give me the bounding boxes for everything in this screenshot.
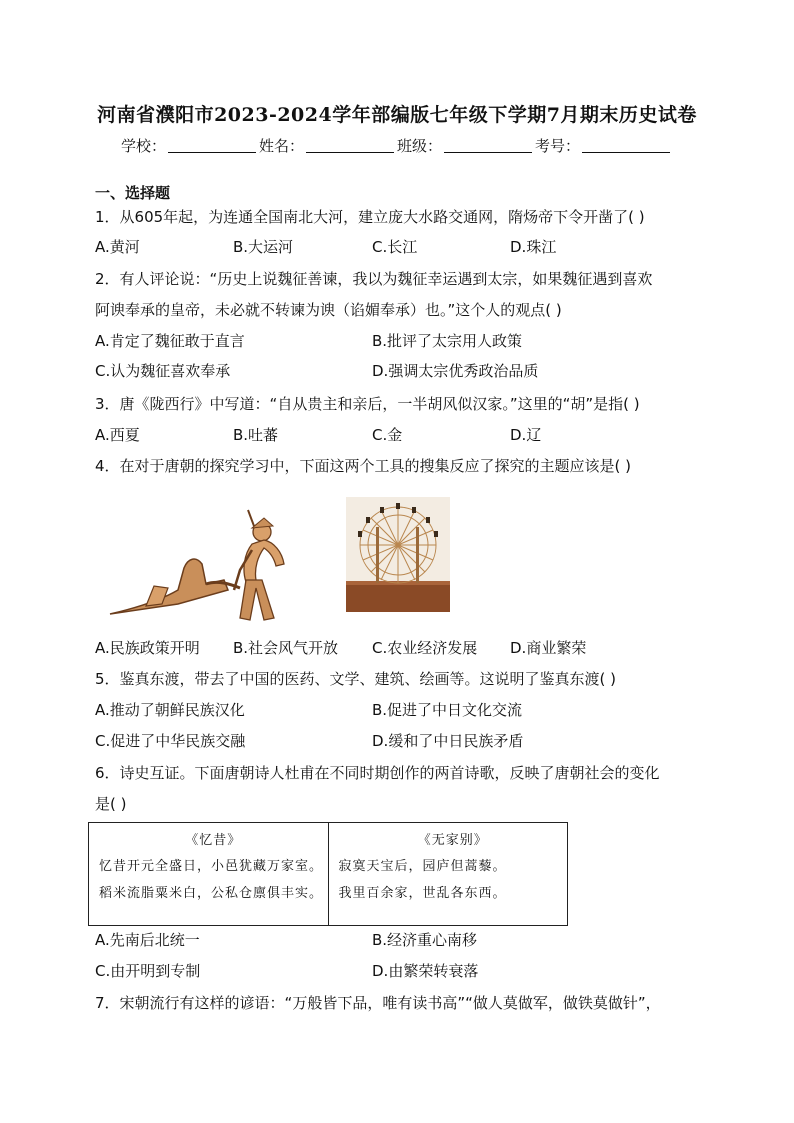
q4-option-a[interactable]: A.民族政策开明 bbox=[95, 639, 200, 657]
q3-option-c[interactable]: C.金 bbox=[372, 426, 403, 444]
poem-line: 稻米流脂粟米白，公私仓廪俱丰实。 bbox=[99, 886, 324, 901]
poem-line: 寂寞天宝后，园庐但蒿藜。 bbox=[338, 859, 507, 874]
q5-option-b[interactable]: B.促进了中日文化交流 bbox=[372, 701, 523, 719]
poem-line: 我里百余家，世乱各东西。 bbox=[338, 886, 507, 901]
poem-table bbox=[88, 822, 568, 926]
q2-stem-line2: 阿谀奉承的皇帝，未必就不转谏为谀（谄媚奉承）也。”这个人的观点( ) bbox=[95, 301, 562, 319]
name-blank[interactable] bbox=[306, 136, 394, 153]
q4-option-d[interactable]: D.商业繁荣 bbox=[510, 639, 587, 657]
poem-wujiabie bbox=[328, 823, 568, 925]
q3-option-b[interactable]: B.吐蕃 bbox=[233, 426, 279, 444]
exam-title: 河南省濮阳市2023-2024学年部编版七年级下学期7月期末历史试卷 bbox=[97, 104, 697, 126]
q6-stem-line1: 6．诗史互证。下面唐朝诗人杜甫在不同时期创作的两首诗歌，反映了唐朝社会的变化 bbox=[95, 764, 660, 782]
q1-option-a[interactable]: A.黄河 bbox=[95, 238, 140, 256]
school-blank[interactable] bbox=[168, 136, 256, 153]
poem-title: 《忆昔》 bbox=[185, 833, 242, 848]
q3-option-d[interactable]: D.辽 bbox=[510, 426, 542, 444]
q7-stem: 7．宋朝流行有这样的谚语：“万般皆下品，唯有读书高”“做人莫做军，做铁莫做针”， bbox=[95, 994, 661, 1012]
q4-stem: 4．在对于唐朝的探究学习中，下面这两个工具的搜集反应了探究的主题应该是( ) bbox=[95, 457, 632, 475]
q2-stem-line1: 2．有人评论说：“历史上说魏征善谏，我以为魏征幸运遇到太宗，如果魏征遇到喜欢 bbox=[95, 270, 653, 288]
name-label: 姓名： bbox=[258, 137, 304, 155]
q1-stem: 1．从605年起，为连通全国南北大河，建立庞大水路交通网，隋炀帝下令开凿了( ) bbox=[95, 208, 645, 226]
q6-stem-line2: 是( ) bbox=[95, 795, 127, 813]
q4-option-c[interactable]: C.农业经济发展 bbox=[372, 639, 478, 657]
plough-illustration bbox=[106, 508, 296, 626]
q5-option-a[interactable]: A.推动了朝鲜民族汉化 bbox=[95, 701, 245, 719]
q3-option-a[interactable]: A.西夏 bbox=[95, 426, 140, 444]
q1-option-c[interactable]: C.长江 bbox=[372, 238, 418, 256]
q6-option-a[interactable]: A.先南后北统一 bbox=[95, 931, 200, 949]
q5-option-d[interactable]: D.缓和了中日民族矛盾 bbox=[372, 732, 524, 750]
q1-option-b[interactable]: B.大运河 bbox=[233, 238, 294, 256]
q5-stem: 5．鉴真东渡，带去了中国的医药、文学、建筑、绘画等。这说明了鉴真东渡( ) bbox=[95, 670, 617, 688]
class-label: 班级： bbox=[397, 137, 443, 155]
q2-option-c[interactable]: C.认为魏征喜欢奉承 bbox=[95, 362, 231, 380]
q5-option-c[interactable]: C.促进了中华民族交融 bbox=[95, 732, 246, 750]
q2-option-a[interactable]: A.肯定了魏征敢于直言 bbox=[95, 332, 245, 350]
q2-option-b[interactable]: B.批评了太宗用人政策 bbox=[372, 332, 523, 350]
exam-number-blank[interactable] bbox=[582, 136, 670, 153]
poem-title: 《无家别》 bbox=[417, 833, 488, 848]
exam-number-label: 考号： bbox=[535, 137, 581, 155]
q2-option-d[interactable]: D.强调太宗优秀政治品质 bbox=[372, 362, 539, 380]
poem-line: 忆昔开元全盛日，小邑犹藏万家室。 bbox=[99, 859, 324, 874]
student-info-row bbox=[0, 135, 794, 156]
class-blank[interactable] bbox=[444, 136, 532, 153]
q3-stem: 3．唐《陇西行》中写道：“自从贵主和亲后，一半胡风似汉家。”这里的“胡”是指( ) bbox=[95, 395, 640, 413]
q4-option-b[interactable]: B.社会风气开放 bbox=[233, 639, 339, 657]
q1-option-d[interactable]: D.珠江 bbox=[510, 238, 557, 256]
waterwheel-illustration bbox=[346, 497, 450, 612]
school-label: 学校： bbox=[120, 137, 166, 155]
poem-yixi bbox=[89, 823, 328, 925]
q6-option-b[interactable]: B.经济重心南移 bbox=[372, 931, 478, 949]
q6-option-d[interactable]: D.由繁荣转衰落 bbox=[372, 962, 479, 980]
section-title: 一、选择题 bbox=[95, 184, 171, 202]
q6-option-c[interactable]: C.由开明到专制 bbox=[95, 962, 201, 980]
